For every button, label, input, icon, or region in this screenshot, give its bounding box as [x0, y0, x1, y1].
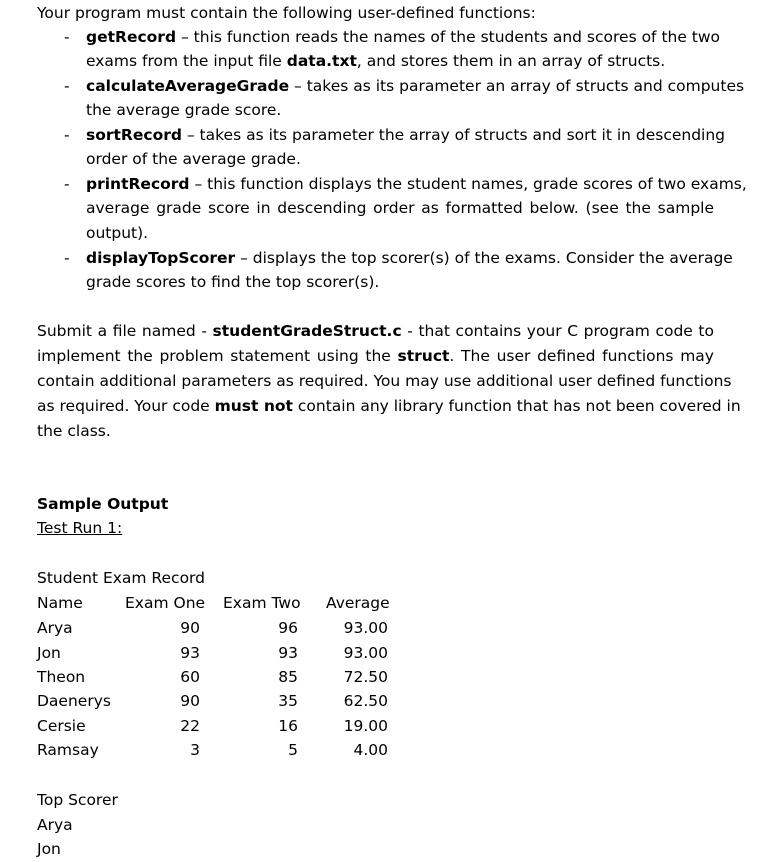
- submit-line3: contain additional parameters as required. You may use additional user defined functions: [37, 372, 732, 390]
- intro-text: Your program must contain the following user-defined functions:: [37, 4, 536, 22]
- bullet-printrecord-line1: printRecord – this function displays the student names, grade scores of two exams,: [86, 175, 747, 193]
- function-name: calculateAverageGrade: [86, 77, 290, 95]
- bullet-sortrecord-line2: order of the average grade.: [86, 150, 301, 168]
- bullet-calcavg-line1: calculateAverageGrade – takes as its parameter an array of structs and computes: [86, 77, 745, 95]
- keyword-text: struct: [397, 347, 450, 365]
- emphasis-text: must not: [214, 397, 293, 415]
- bullet-dash: -: [64, 249, 70, 267]
- record-title: Student Exam Record: [37, 569, 205, 587]
- bullet-dash: -: [64, 126, 70, 144]
- bullet-displaytop-line2: grade scores to find the top scorer(s).: [86, 273, 380, 291]
- top-scorer-title: Top Scorer: [37, 791, 118, 809]
- submit-line1: Submit a file named - studentGradeStruct.c - that contains your C program code to: [37, 322, 714, 340]
- function-name: displayTopScorer: [86, 249, 236, 267]
- bullet-dash: -: [64, 28, 70, 46]
- document-page: Your program must contain the following user-defined functions: - getRecord – this function reads the names of the students and scores of the two exams from the input file data.txt, and stores them in an array of structs. - calculateAverageGrade – takes as its parameter an array of structs and computes the average grade score. - sortRecord – takes as its parameter the array of structs and sort it in descending order of the average grade. - printRecord – this function displays the student names, grade scores of two exams, average grade score in descending order as formatted below. (see the sample output). - displayTopScorer – displays the top scorer(s) of the exams. Consider the average grade scores to find the top scorer(s). Submit a file named - studentGradeStruct.c - that contains your C program code to implement the problem statement using the struct. The user defined functions may contain additional parameters as required. You may use additional user defined functions as required. Your code must not contain any library function that has not been covered in the class. Sample Output Test Run 1: Student Exam Record Name Exam One Exam Two Average Arya 90 96 93.00 Jon 93 93 93.00 Theon 60 85 72.50 Daenerys 90 35 62.50 Cersie 22 16 19.00 Ramsay 3 5 4.00 Top Scorer Arya Jon: [37, 4, 747, 858]
- submit-line4: as required. Your code must not contain any library function that has not been covered in: [37, 397, 741, 415]
- top-scorer-name: Jon: [37, 840, 61, 858]
- bullet-sortrecord-line1: sortRecord – takes as its parameter the array of structs and sort it in descending: [86, 126, 726, 144]
- bullet-calcavg-line2: the average grade score.: [86, 101, 282, 119]
- bullet-displaytop-line1: displayTopScorer – displays the top scorer(s) of the exams. Consider the average: [86, 249, 733, 267]
- column-header-name: Name: [37, 594, 83, 612]
- submit-line5: the class.: [37, 422, 111, 440]
- bullet-printrecord-line3: output).: [86, 224, 149, 242]
- function-name: printRecord: [86, 175, 190, 193]
- bullet-getrecord-line2: exams from the input file data.txt, and stores them in an array of structs.: [86, 52, 666, 70]
- bullet-printrecord-line2: average grade score in descending order as formatted below. (see the sample: [86, 199, 714, 217]
- bullet-getrecord-line1: getRecord – this function reads the names of the students and scores of the two: [86, 28, 721, 46]
- column-header-exam-one: Exam One: [125, 594, 206, 612]
- bullet-dash: -: [64, 77, 70, 95]
- function-name: getRecord: [86, 28, 177, 46]
- submit-line2: implement the problem statement using the struct. The user defined functions may: [37, 347, 714, 365]
- column-header-exam-two: Exam Two: [223, 594, 301, 612]
- top-scorer-name: Arya: [37, 816, 73, 834]
- filename-text: data.txt: [286, 52, 357, 70]
- filename-text: studentGradeStruct.c: [212, 322, 402, 340]
- sample-output-heading: Sample Output: [37, 495, 169, 513]
- column-header-average: Average: [326, 594, 390, 612]
- bullet-dash: -: [64, 175, 70, 193]
- function-name: sortRecord: [86, 126, 182, 144]
- test-run-label: Test Run 1:: [37, 519, 123, 537]
